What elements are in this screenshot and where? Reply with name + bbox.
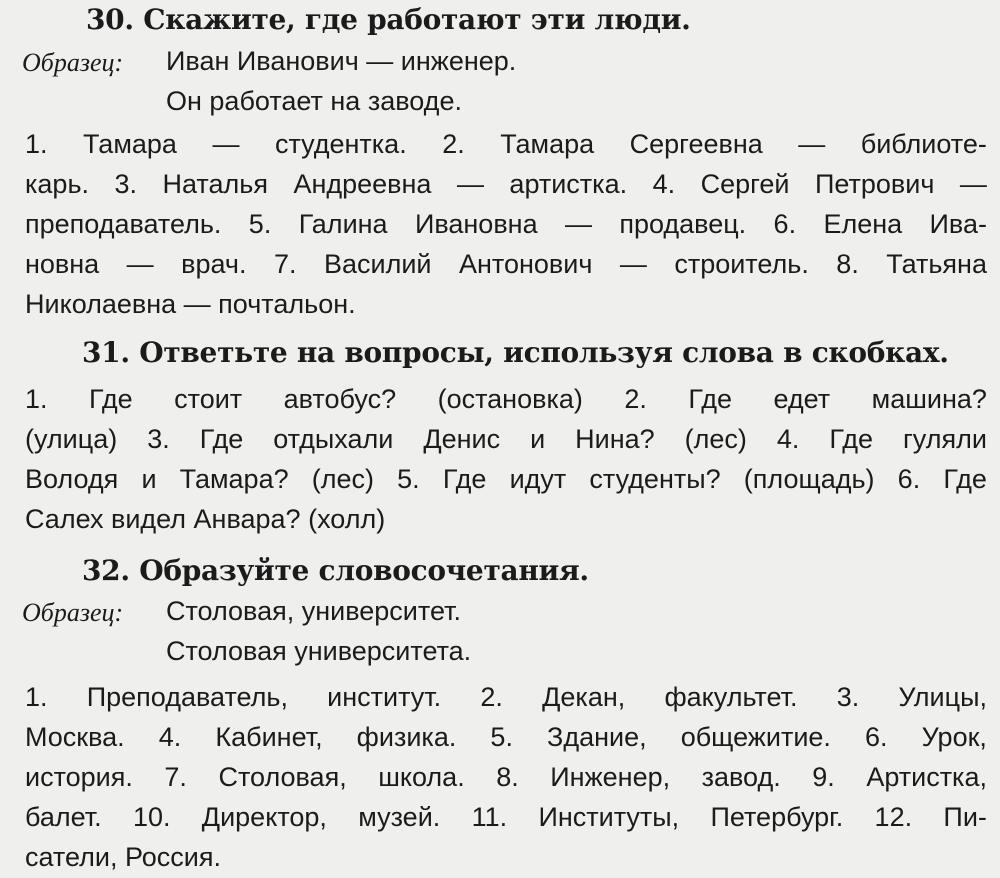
- text-word: студентка.: [274, 129, 407, 159]
- text-word: Петербург.: [710, 802, 844, 832]
- text-word: карь.: [25, 169, 90, 199]
- text-word: 4.: [652, 169, 676, 199]
- text-word: и: [530, 424, 546, 454]
- text-word: Наталья: [162, 169, 268, 199]
- text-word: Петрович: [814, 169, 935, 199]
- text-word: Москва.: [25, 722, 125, 752]
- text-word: Андреевна: [293, 169, 432, 199]
- text-word: 5.: [248, 209, 272, 239]
- text-word: история.: [25, 762, 133, 792]
- text-word: Сергеевна: [629, 129, 763, 159]
- text-word: 1.: [25, 129, 48, 159]
- exercise-30-sample-line-2: Он работает на заводе.: [166, 86, 462, 116]
- text-word: (остановка): [437, 384, 583, 414]
- text-word: 3.: [147, 424, 170, 454]
- exercise-31-last-line: Салех видел Анвара? (холл): [25, 504, 386, 534]
- text-word: Преподаватель,: [86, 682, 288, 712]
- exercise-31-title: 31. Ответьте на вопросы, используя слова в скобках.: [82, 336, 949, 369]
- text-word: 3.: [114, 169, 138, 199]
- text-word: 1.: [25, 682, 48, 712]
- text-word: Институты,: [538, 802, 680, 832]
- text-word: машина?: [871, 384, 987, 414]
- text-word: продавец.: [619, 209, 747, 239]
- text-word: Инженер,: [550, 762, 671, 792]
- text-word: 2.: [624, 384, 647, 414]
- exercise-30-title: 30. Скажите, где работают эти люди.: [86, 3, 691, 36]
- text-word: институт.: [327, 682, 442, 712]
- exercise-32-text-line: [25, 717, 987, 757]
- text-word: Тамара: [500, 129, 595, 159]
- text-word: Улицы,: [898, 682, 987, 712]
- text-word: Где: [199, 424, 244, 454]
- exercise-30-sample-line-1: Иван Иванович — инженер.: [166, 46, 517, 76]
- text-word: общежитие.: [680, 722, 831, 752]
- text-word: 7.: [164, 762, 187, 792]
- text-word: 10.: [132, 802, 171, 832]
- exercise-30-text-line: [25, 244, 987, 284]
- text-word: Кабинет,: [215, 722, 323, 752]
- text-word: 7.: [273, 249, 297, 279]
- text-word: —: [126, 249, 154, 279]
- text-word: Тамара: [83, 129, 177, 159]
- text-word: Декан,: [542, 682, 626, 712]
- exercise-30-last-line: Николаевна — почтальон.: [25, 289, 356, 319]
- text-word: автобус?: [283, 384, 397, 414]
- text-word: 4.: [158, 722, 182, 752]
- text-word: врач.: [181, 249, 247, 279]
- text-word: завод.: [701, 762, 781, 792]
- text-word: —: [564, 209, 592, 239]
- text-word: 2.: [442, 129, 465, 159]
- text-word: гуляли: [902, 424, 987, 454]
- exercise-31-text-line: [25, 419, 987, 459]
- text-word: школа.: [378, 762, 465, 792]
- text-word: и: [141, 464, 157, 494]
- text-word: Где: [89, 384, 133, 414]
- text-word: преподаватель.: [25, 209, 222, 239]
- text-word: —: [798, 129, 826, 159]
- text-word: Где: [943, 464, 987, 494]
- text-word: физика.: [356, 722, 457, 752]
- text-word: отдыхали: [273, 424, 394, 454]
- text-word: едет: [773, 384, 831, 414]
- text-word: 2.: [480, 682, 503, 712]
- text-word: Денис: [423, 424, 501, 454]
- text-word: Столовая,: [218, 762, 347, 792]
- text-word: Артистка,: [866, 762, 987, 792]
- text-word: 9.: [812, 762, 835, 792]
- text-word: Где: [442, 464, 487, 494]
- text-word: 5.: [490, 722, 513, 752]
- text-word: Где: [688, 384, 732, 414]
- text-word: 6.: [897, 464, 921, 494]
- text-word: —: [456, 169, 484, 199]
- text-word: —: [619, 249, 647, 279]
- text-word: факультет.: [664, 682, 798, 712]
- text-word: Тамара?: [179, 464, 289, 494]
- text-word: музей.: [358, 802, 441, 832]
- text-word: артистка.: [509, 169, 628, 199]
- text-word: Пи-: [943, 802, 987, 832]
- exercise-32-text-line: [25, 797, 987, 837]
- text-word: Директор,: [201, 802, 327, 832]
- exercise-32-sample-line-1: Столовая, университет.: [166, 596, 461, 626]
- text-word: 3.: [836, 682, 860, 712]
- text-word: Нина?: [575, 424, 655, 454]
- text-word: 8.: [496, 762, 519, 792]
- exercise-31-text-line: [25, 459, 987, 499]
- text-word: Татьяна: [886, 249, 987, 279]
- text-word: —: [959, 169, 987, 199]
- exercise-32-text-line: [25, 677, 987, 717]
- text-word: Володя: [25, 464, 119, 494]
- text-word: (площадь): [743, 464, 875, 494]
- text-word: студенты?: [589, 464, 721, 494]
- text-word: Галина: [298, 209, 388, 239]
- text-word: 12.: [874, 802, 913, 832]
- text-word: 8.: [836, 249, 859, 279]
- text-word: Где: [829, 424, 873, 454]
- text-word: Ивановна: [414, 209, 538, 239]
- text-word: стоит: [174, 384, 243, 414]
- text-word: Ива-: [929, 209, 987, 239]
- text-word: строитель.: [674, 249, 809, 279]
- text-word: 6.: [865, 722, 888, 752]
- text-word: новна: [25, 249, 100, 279]
- exercise-32-sample-label: Образец:: [22, 598, 124, 627]
- text-word: Сергей: [700, 169, 790, 199]
- text-word: библиоте-: [860, 129, 987, 159]
- exercise-30-text-line: [25, 204, 987, 244]
- text-word: (лес): [684, 424, 747, 454]
- text-word: идут: [509, 464, 567, 494]
- text-word: Василий: [323, 249, 432, 279]
- exercise-30-text-line: [25, 124, 987, 164]
- text-word: 1.: [25, 384, 48, 414]
- exercise-32-title: 32. Образуйте словосочетания.: [82, 554, 589, 587]
- text-word: балет.: [25, 802, 102, 832]
- text-word: Урок,: [921, 722, 987, 752]
- text-word: (улица): [25, 424, 118, 454]
- text-word: 6.: [773, 209, 797, 239]
- text-word: Елена: [823, 209, 903, 239]
- text-word: 5.: [397, 464, 420, 494]
- text-word: (лес): [311, 464, 375, 494]
- text-word: Здание,: [547, 722, 647, 752]
- text-word: 4.: [776, 424, 800, 454]
- text-word: —: [212, 129, 240, 159]
- exercise-30-text-line: [25, 164, 987, 204]
- exercise-32-text-line: [25, 757, 987, 797]
- exercise-32-sample-line-2: Столовая университета.: [166, 636, 472, 666]
- text-word: Антонович: [458, 249, 593, 279]
- text-word: 11.: [471, 802, 508, 832]
- exercise-30-sample-label: Образец:: [22, 48, 124, 77]
- exercise-31-text-line: [25, 379, 987, 419]
- exercise-32-last-line: сатели, Россия.: [25, 842, 221, 872]
